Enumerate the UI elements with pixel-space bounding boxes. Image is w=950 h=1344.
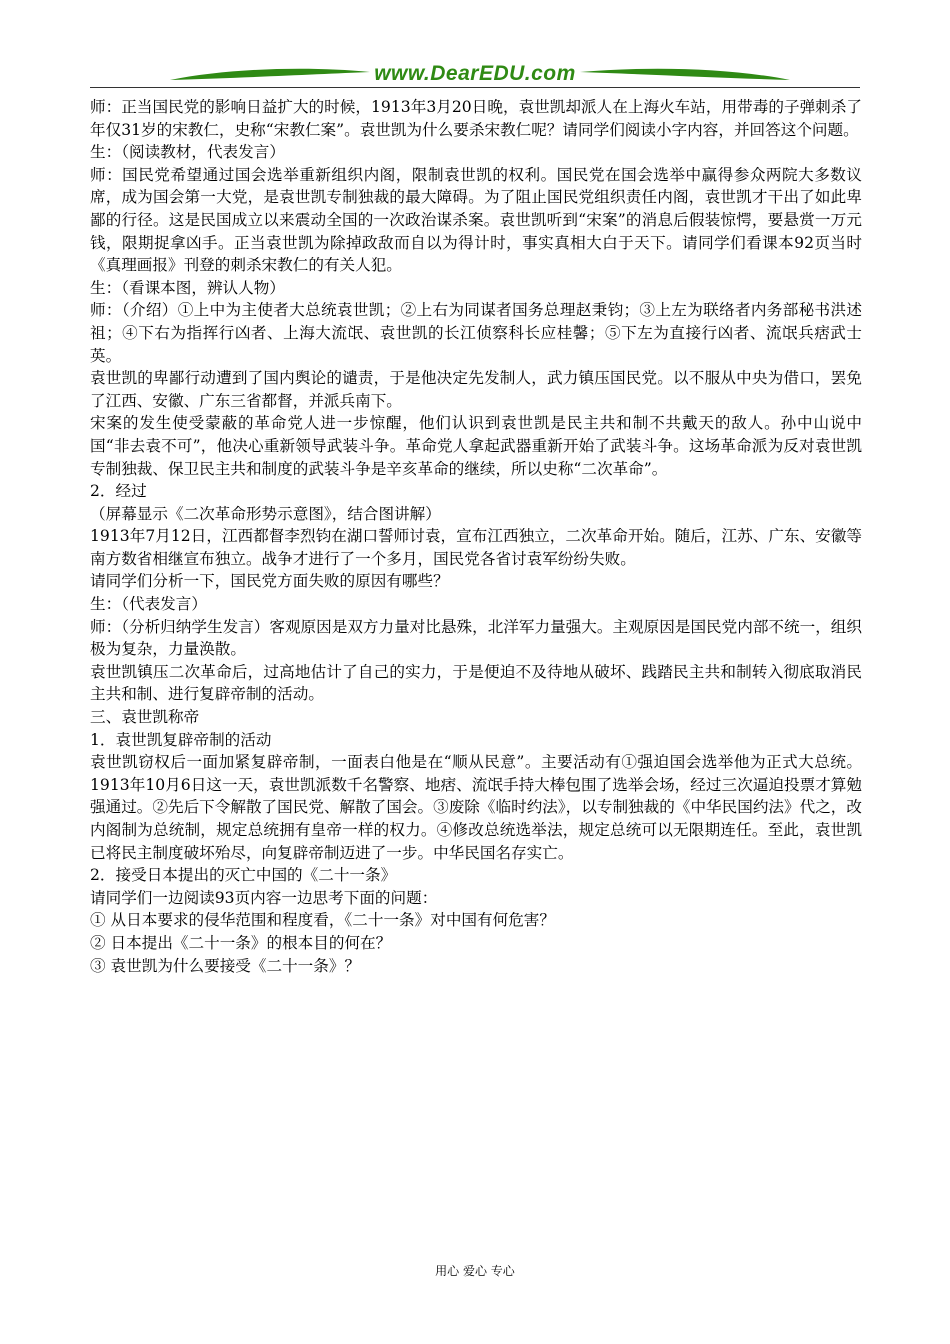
paragraph: 师：（分析归纳学生发言）客观原因是双方力量对比悬殊，北洋军力量强大。主观原因是国民党内部不统一，组织极为复杂，力量涣散。 (90, 617, 862, 659)
paragraph: 生：（阅读教材，代表发言） (90, 143, 285, 162)
section-heading: 2．接受日本提出的灭亡中国的《二十一条》 (90, 866, 397, 885)
paragraph: 生：（代表发言） (90, 595, 207, 614)
question-item: ② 日本提出《二十一条》的根本目的何在？ (90, 933, 392, 952)
paragraph: 袁世凯镇压二次革命后，过高地估计了自己的实力，于是便迫不及待地从破坏、践踏民主共和制转入彻底取消民主共和制、进行复辟帝制的活动。 (90, 662, 862, 704)
paragraph: （屏幕显示《二次革命形势示意图》，结合图讲解） (90, 504, 441, 523)
document-body (90, 96, 862, 977)
paragraph: 师：（介绍）①上中为主使者大总统袁世凯；②上右为同谋者国务总理赵秉钧；③上左为联络者内务部秘书洪述祖；④下右为指挥行凶者、上海大流氓、袁世凯的长江侦察科长应桂馨；⑤下左为直接行凶者、流氓兵痞武士英。 (90, 301, 862, 365)
page-footer: 用心 爱心 专心 (435, 1264, 515, 1278)
paragraph: 师：国民党希望通过国会选举重新组织内阁，限制袁世凯的权利。国民党在国会选举中赢得参众两院大多数议席，成为国会第一大党，是袁世凯专制独裁的最大障碍。为了阻止国民党组织责任内阁，袁世凯才干出了如此卑鄙的行径。这是民国成立以来震动全国的一次政治谋杀案。袁世凯听到“宋案”的消息后假装惊愕，要悬赏一万元钱，限期捉拿凶手。正当袁世凯为除掉政敌而自以为得计时，事实真相大白于天下。请同学们看课本92页当时《真理画报》刊登的刺杀宋教仁的有关人犯。 (90, 165, 862, 275)
paragraph: 袁世凯窃权后一面加紧复辟帝制，一面表白他是在“顺从民意”。主要活动有①强迫国会选举他为正式大总统。1913年10月6日这一天，袁世凯派数千名警察、地痞、流氓手持大棒包围了选举会场，经过三次逼迫投票才算勉强通过。②先后下令解散了国民党、解散了国会。③废除《临时约法》，以专制独裁的《中华民国约法》代之，改内阁制为总统制，规定总统拥有皇帝一样的权力。④修改总统选举法，规定总统可以无限期连任。至此，袁世凯已将民主制度破坏殆尽，向复辟帝制迈进了一步。中华民国名存实亡。 (90, 753, 862, 862)
section-heading: 2．经过 (90, 482, 147, 501)
paragraph: 袁世凯的卑鄙行动遭到了国内舆论的谴责，于是他决定先发制人，武力镇压国民党。以不服从中央为借口，罢免了江西、安徽、广东三省都督，并派兵南下。 (90, 369, 862, 410)
page-header (90, 58, 860, 92)
question-item: ① 从日本要求的侵华范围和程度看，《二十一条》对中国有何危害？ (90, 911, 555, 930)
section-heading: 三、袁世凯称帝 (90, 708, 200, 727)
paragraph: 请同学们分析一下，国民党方面失败的原因有哪些？ (90, 572, 449, 591)
site-name-logo: www.DearEDU.com (374, 62, 576, 85)
paragraph: 生：（看课本图，辨认人物） (90, 278, 285, 297)
question-item: ③ 袁世凯为什么要接受《二十一条》？ (90, 956, 361, 975)
paragraph: 1913年7月12日，江西都督李烈钧在湖口誓师讨袁，宣布江西独立，二次革命开始。随后，江苏、广东、安徽等南方数省相继宣布独立。战争才进行了一个多月，国民党各省讨袁军纷纷失败。 (90, 527, 862, 568)
paragraph: 宋案的发生使受蒙蔽的革命党人进一步惊醒，他们认识到袁世凯是民主共和制不共戴天的敌人。孙中山说中国“非去袁不可”，他决心重新领导武装斗争。革命党人拿起武器重新开始了武装斗争。这场革命派为反对袁世凯专制独裁、保卫民主共和制度的武装斗争是辛亥革命的继续，所以史称“二次革命”。 (90, 414, 862, 478)
paragraph: 师：正当国民党的影响日益扩大的时候，1913年3月20日晚，袁世凯却派人在上海火车站，用带毒的子弹刺杀了年仅31岁的宋教仁，史称“宋教仁案”。袁世凯为什么要杀宋教仁呢？请同学们阅读小字内容，并回答这个问题。 (90, 98, 862, 139)
header-divider (90, 87, 860, 88)
section-heading: 1．袁世凯复辟帝制的活动 (90, 730, 272, 749)
paragraph: 请同学们一边阅读93页内容一边思考下面的问题： (90, 888, 438, 907)
